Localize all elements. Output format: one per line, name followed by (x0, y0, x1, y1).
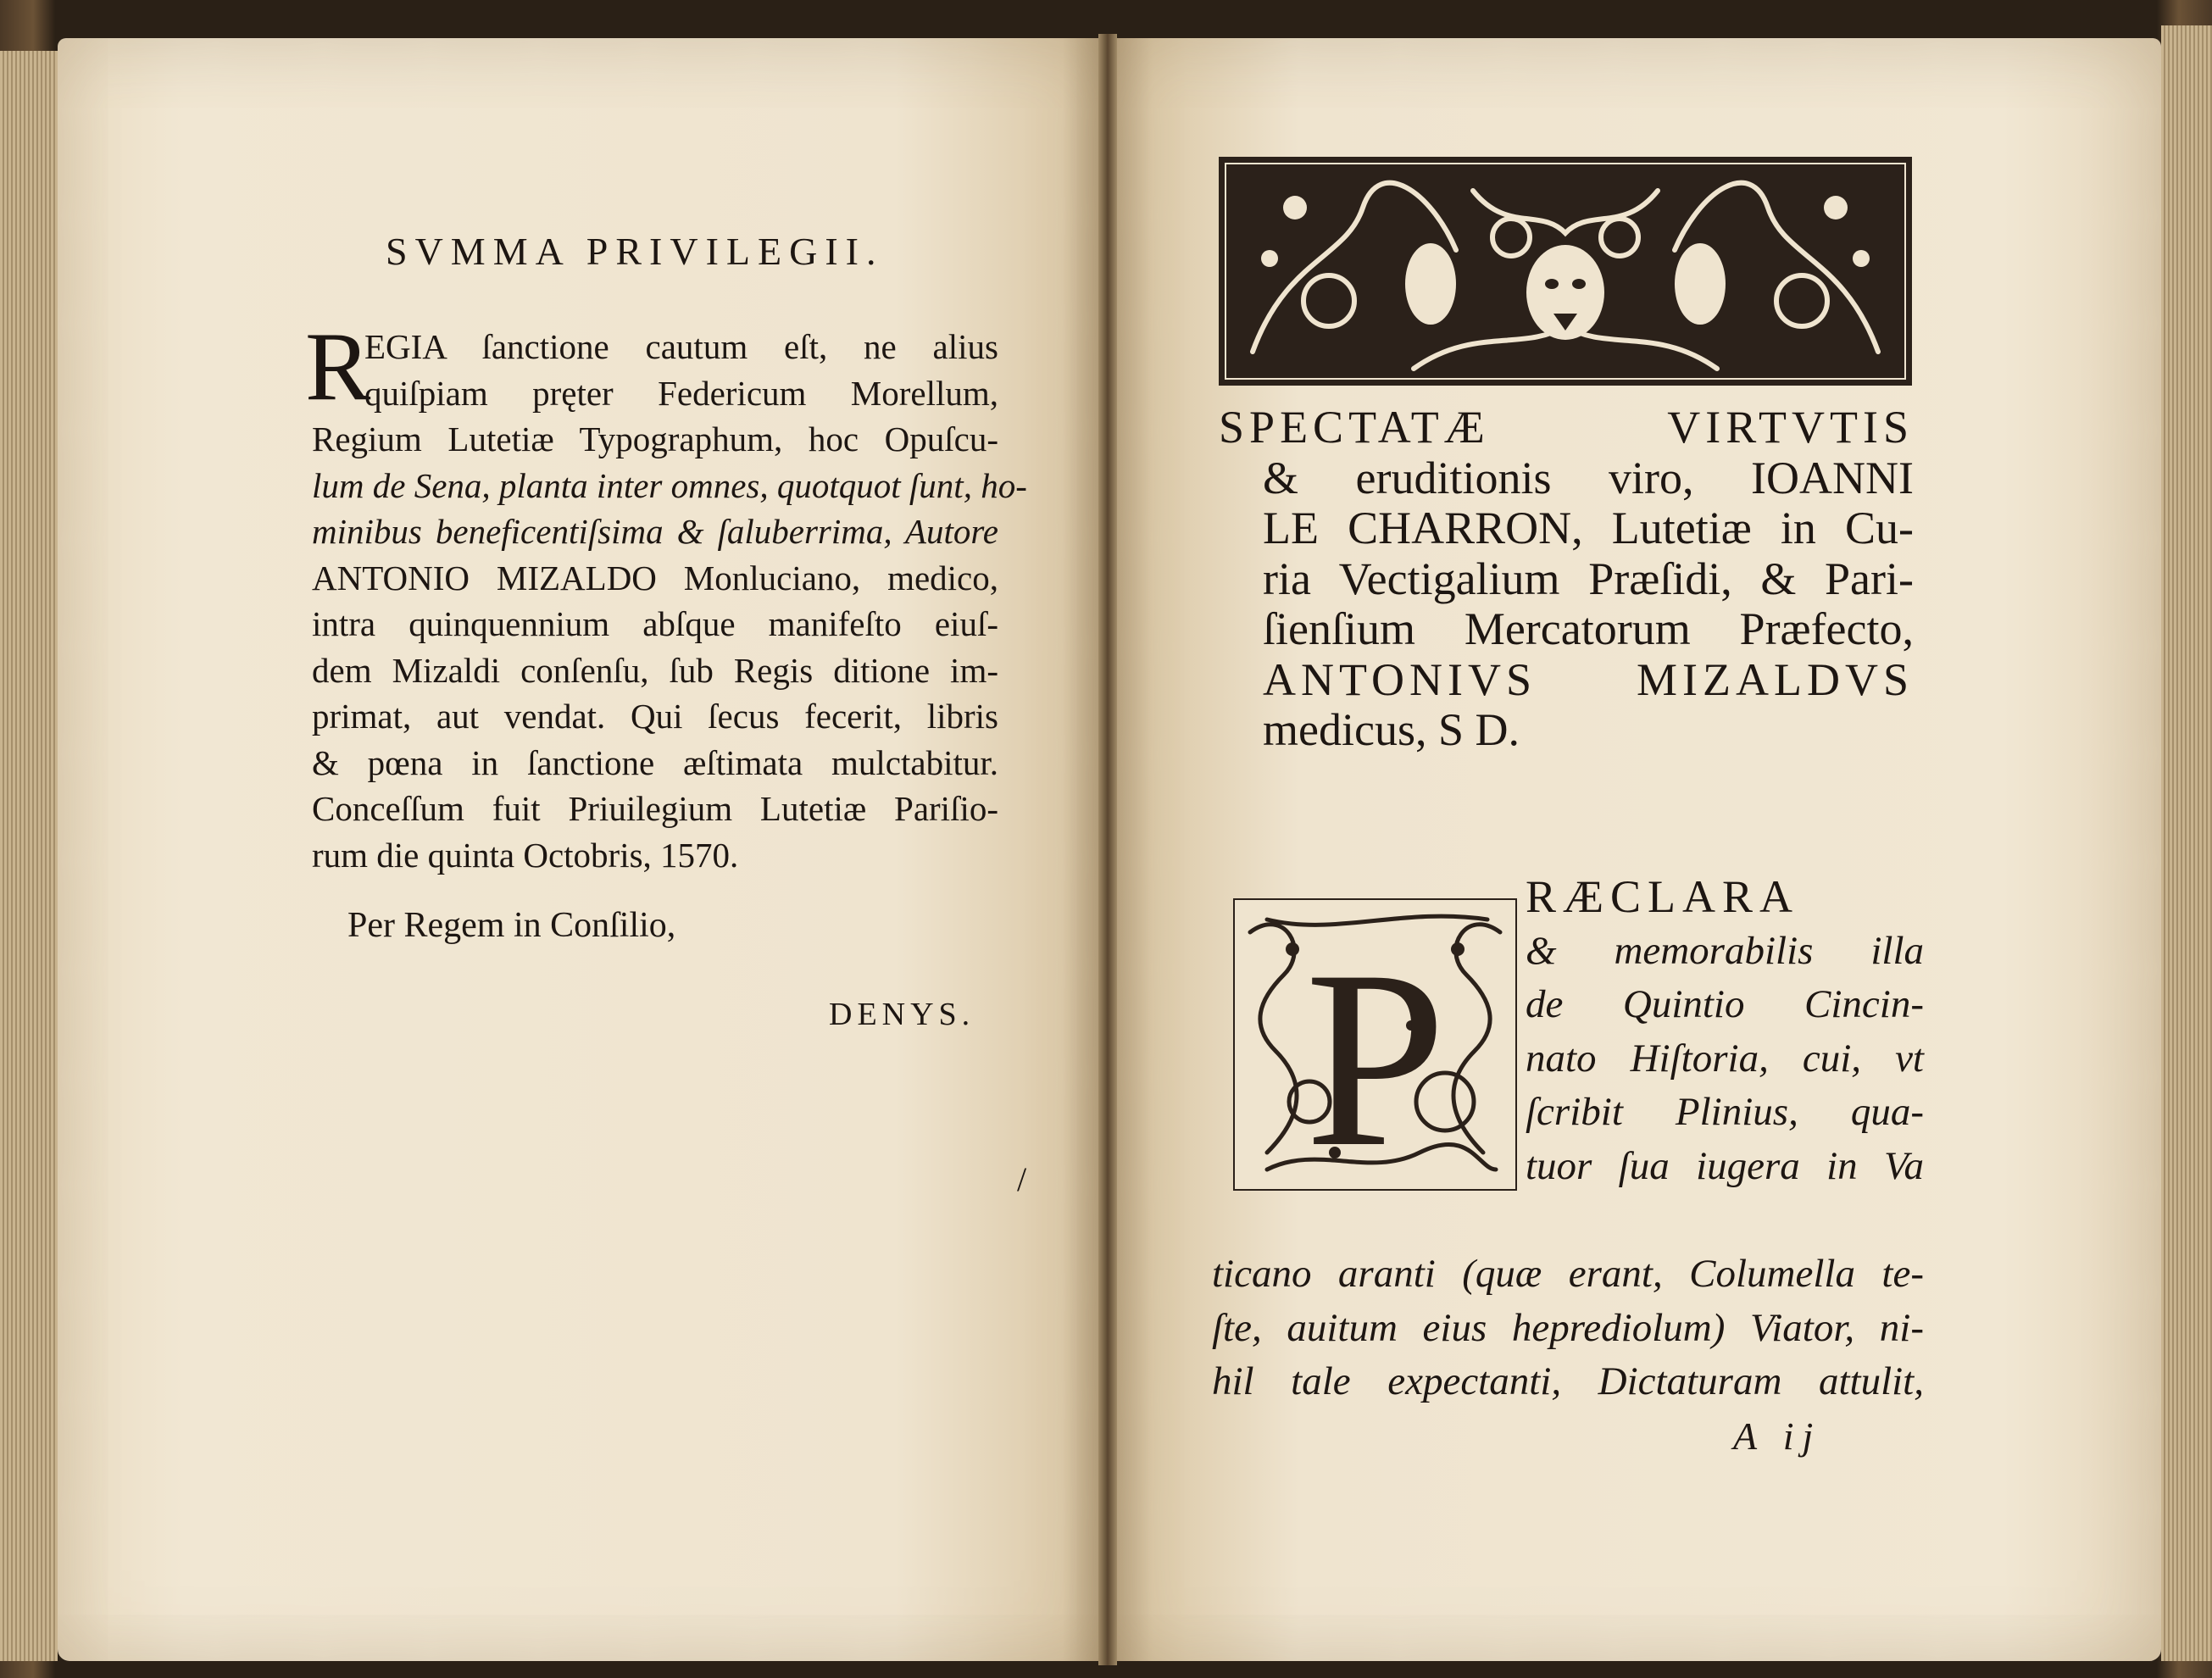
body-line: ſte, auitum eius heprediolum) Viator, ni- (1212, 1305, 1924, 1350)
per-regem-line: Per Regem in Conſilio, (347, 906, 676, 945)
dedication-line: ANTONIVS MIZALDVS (1263, 653, 1914, 705)
dropcap-letter: P (1304, 918, 1447, 1191)
body-line: RÆCLARA (1526, 871, 1800, 922)
paragraph-line: & pœna in ſanctione æſtimata mulctabitur. (312, 742, 998, 782)
body-line: tuor ſua iugera in Va (1526, 1143, 1924, 1188)
dedication-line: SPECTATÆ VIRTVTIS (1219, 402, 1914, 453)
body-line: ticano aranti (quæ erant, Columella te- (1212, 1252, 1924, 1296)
paragraph-line: intra quinquennium abſque manifeſto eiuſ- (312, 604, 998, 643)
ornate-dropcap-p (1233, 898, 1517, 1191)
dedication-line: medicus, S D. (1263, 704, 1520, 755)
dedication-line: ſienſium Mercatorum Præfecto, (1263, 603, 1914, 654)
body-line: hil tale expectanti, Dictaturam attulit, (1212, 1359, 1924, 1403)
body-line: ſcribit Plinius, qua- (1526, 1090, 1924, 1134)
dedication-line: & eruditionis viro, IOANNI (1263, 452, 1914, 503)
dropcap-r: R (305, 313, 371, 421)
body-line: & memorabilis illa (1526, 928, 1924, 973)
signature-mark: A ij (1733, 1414, 1822, 1458)
body-full-width (1212, 1247, 1924, 1409)
dedication-block (1219, 403, 1914, 756)
body-line: de Quintio Cincin- (1526, 982, 1924, 1026)
book-gutter (1098, 34, 1117, 1665)
ornamental-headpiece (1219, 157, 1912, 386)
paragraph-line: Conceſſum fuit Priuilegium Lutetiæ Pariſio- (312, 789, 998, 828)
page-edges-left (0, 51, 58, 1661)
paragraph-line: EGIA ſanctione cautum eſt, ne alius (364, 327, 998, 366)
dedication-line: LE CHARRON, Lutetiæ in Cu- (1263, 503, 1914, 553)
body-line: nato Hiſtoria, cui, vt (1526, 1036, 1924, 1081)
margin-mark: / (1017, 1160, 1027, 1198)
paragraph-line: lum de Sena, planta inter omnes, quotquot ſunt, ho- (312, 465, 1027, 505)
privilege-title: SVMMA PRIVILEGII. (386, 230, 884, 273)
paragraph-line: quiſpiam pręter Federicum Morellum, (364, 373, 998, 413)
body-beside-dropcap (1526, 870, 1924, 1193)
signature-denys: DENYS. (829, 997, 975, 1032)
dedication-line: ria Vectigalium Præſidi, & Pari- (1263, 553, 1914, 604)
paragraph-line: minibus beneficentiſsima & ſaluberrima, Autore (312, 512, 998, 551)
paragraph-line: ANTONIO MIZALDO Monluciano, medico, (312, 558, 998, 597)
paragraph-line: primat, aut vendat. Qui ſecus fecerit, libris (312, 697, 998, 736)
paragraph-line: dem Mizaldi conſenſu, ſub Regis ditione im- (312, 650, 998, 690)
page-edges-right (2161, 25, 2212, 1661)
paragraph-line: Regium Lutetiæ Typographum, hoc Opuſcu- (312, 420, 998, 458)
paragraph-line: rum die quinta Octobris, 1570. (312, 835, 739, 875)
privilege-paragraph (312, 324, 1027, 878)
